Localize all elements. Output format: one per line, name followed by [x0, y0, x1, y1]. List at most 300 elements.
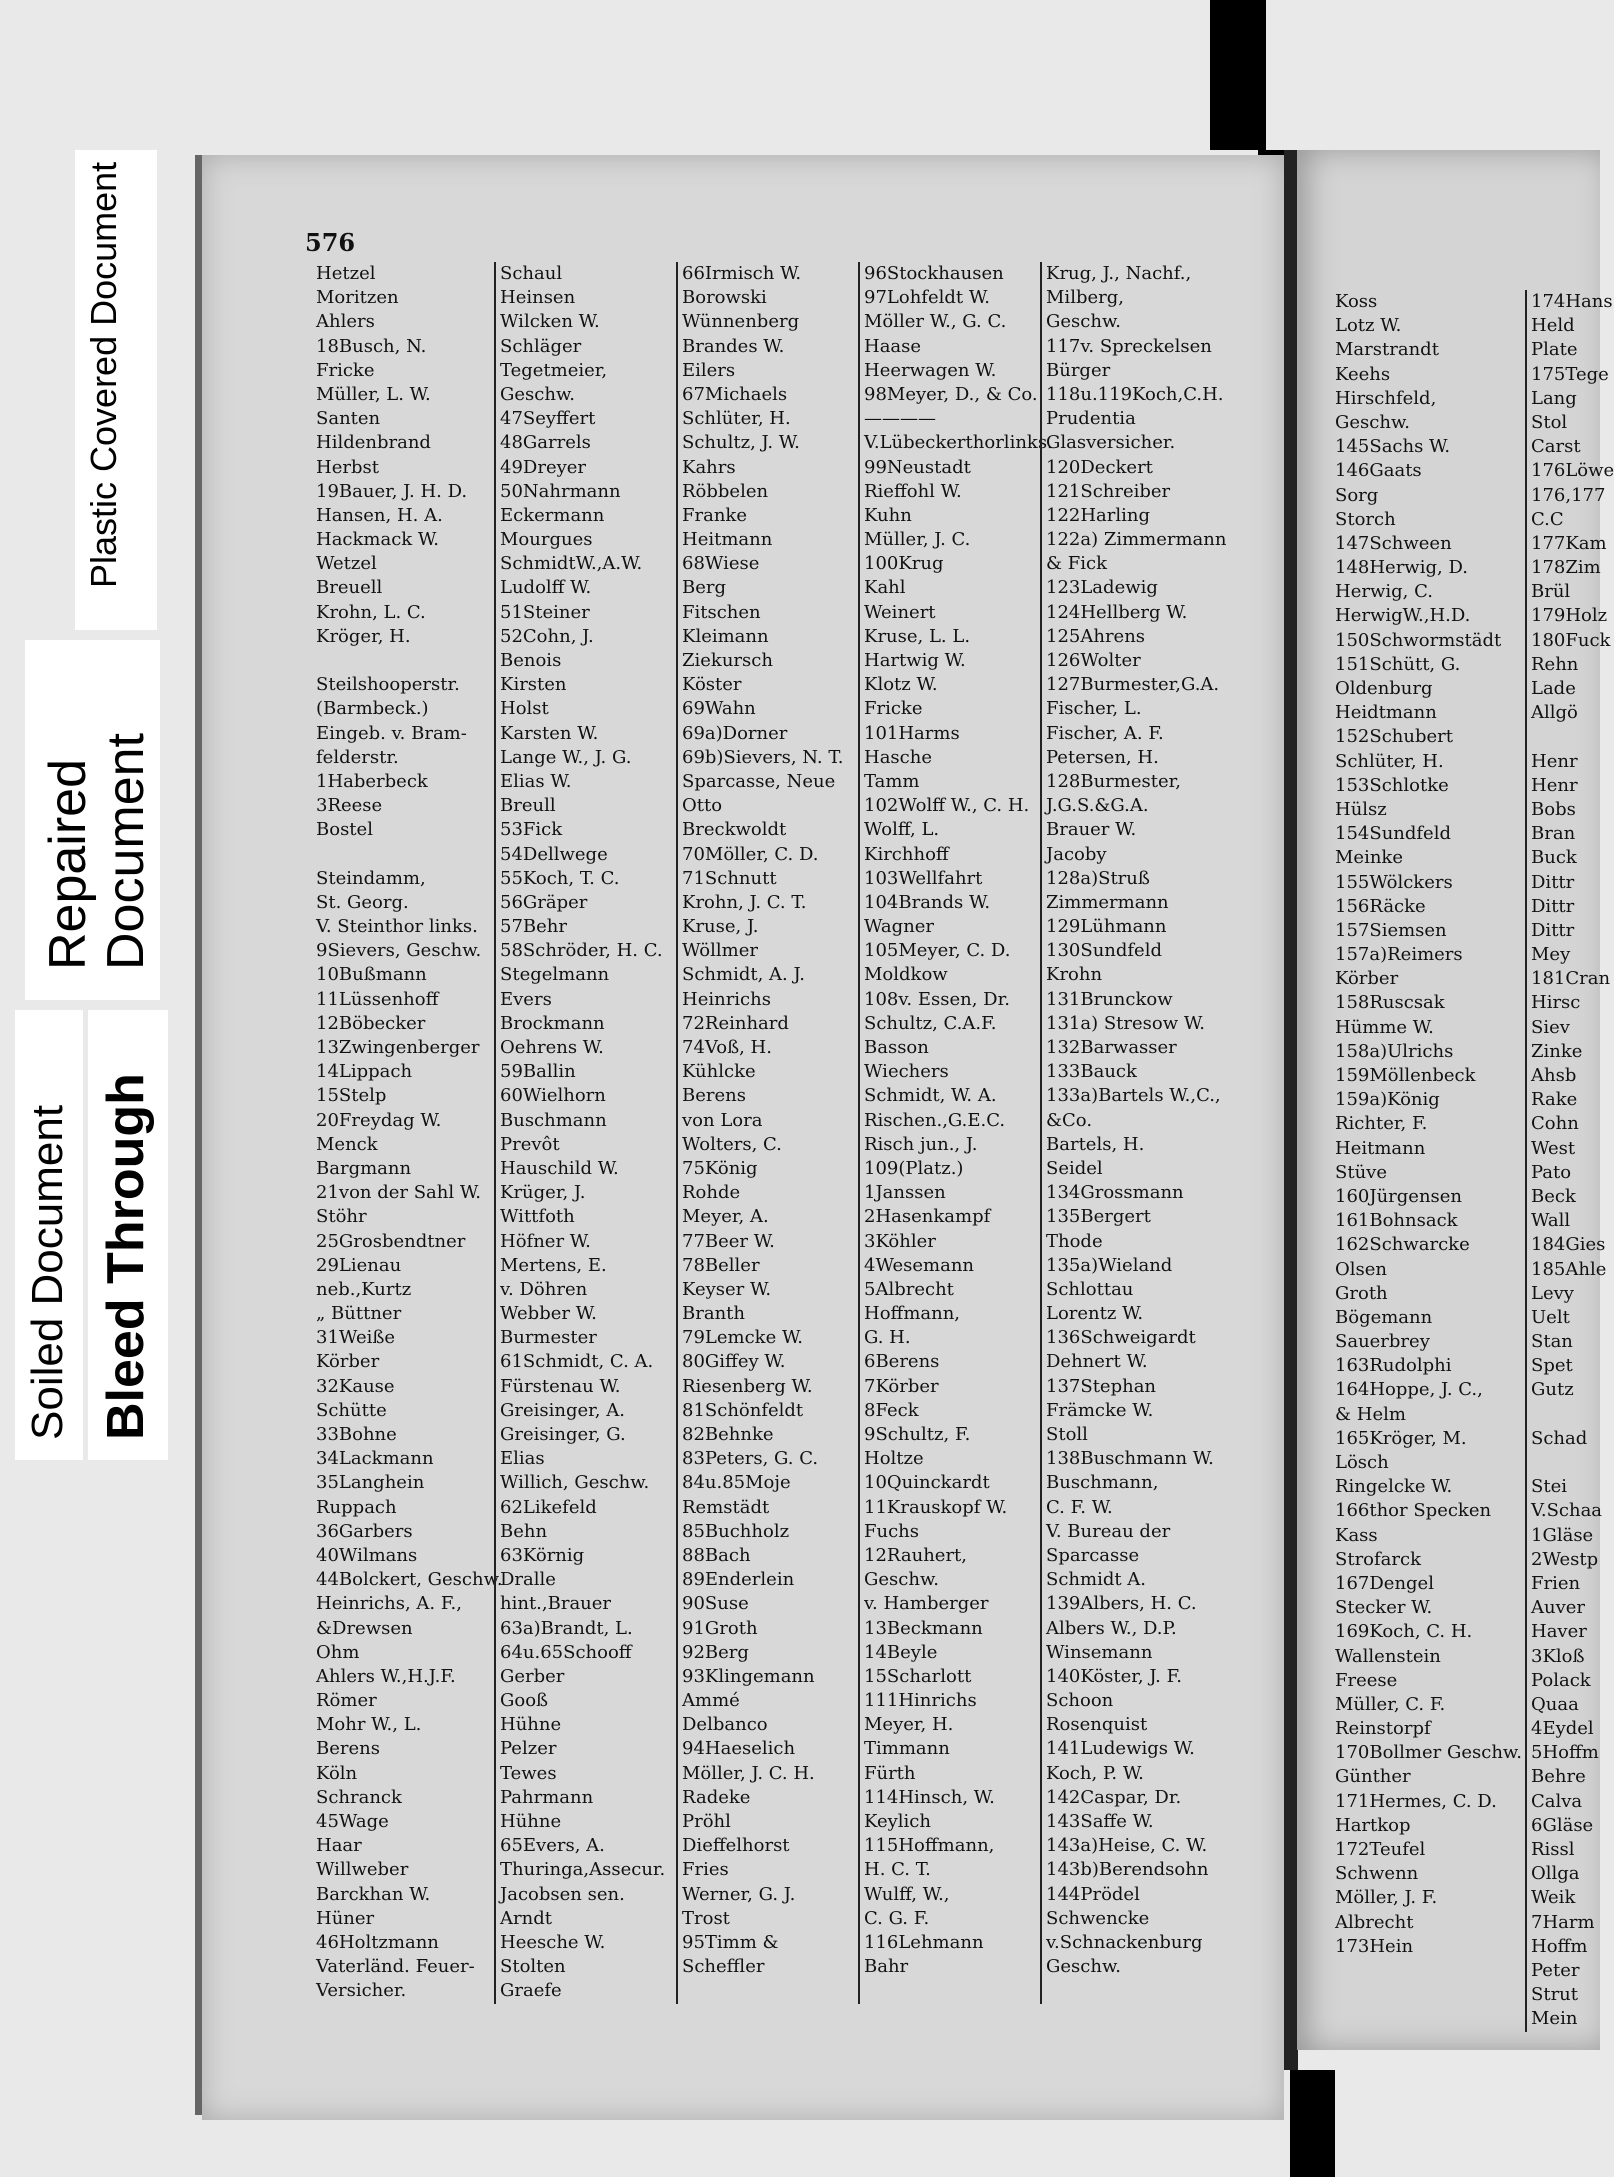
adjacent-entry: Quaa	[1531, 1693, 1579, 1715]
directory-entry: Ahlers W.,H.J.F.	[316, 1665, 456, 1687]
directory-columns	[312, 262, 1227, 2004]
directory-entry: 135Bergert	[1046, 1206, 1151, 1228]
directory-entry: 144Prödel	[1046, 1883, 1140, 1905]
directory-entry: 45Wage	[316, 1811, 389, 1832]
directory-entry: Mourgues	[500, 529, 593, 551]
adjacent-entry: HerwigW.,H.D.	[1335, 605, 1471, 627]
adjacent-entry: Plate	[1531, 339, 1578, 361]
directory-entry: 111Hinrichs	[864, 1690, 977, 1712]
directory-entry: 9Schultz, F.	[864, 1424, 971, 1445]
directory-entry: Möller W., G. C.	[864, 311, 1007, 333]
directory-entry: SchmidtW.,A.W.	[500, 553, 643, 575]
directory-entry: Borowski	[682, 287, 767, 309]
adjacent-entry: 179Holz	[1531, 605, 1608, 627]
directory-entry: Köster	[682, 674, 742, 696]
directory-entry: Schoon	[1046, 1690, 1114, 1712]
directory-entry: 136Schweigardt	[1046, 1327, 1196, 1349]
adjacent-entry: 160Jürgensen	[1335, 1185, 1463, 1207]
adjacent-entry: 1Gläse	[1531, 1524, 1594, 1546]
directory-entry: Arndt	[500, 1907, 552, 1929]
directory-entry: Brockmann	[500, 1012, 605, 1034]
directory-entry: 15Scharlott	[864, 1665, 972, 1687]
directory-entry: C. G. F.	[864, 1907, 930, 1929]
directory-entry: 69Wahn	[682, 698, 756, 720]
adjacent-entry: 157Siemsen	[1335, 919, 1447, 941]
directory-entry: Haar	[316, 1835, 362, 1857]
adjacent-entry: 156Räcke	[1335, 895, 1426, 917]
directory-entry: 131a) Stresow W.	[1046, 1012, 1205, 1034]
directory-entry: 4Wesemann	[864, 1254, 975, 1276]
directory-entry: 115Hoffmann,	[864, 1835, 995, 1857]
adjacent-entry: 3Kloß	[1531, 1645, 1585, 1667]
adjacent-entry: 159a)König	[1335, 1089, 1440, 1111]
adjacent-entry: Allgö	[1531, 702, 1578, 724]
directory-entry: Hetzel	[316, 263, 376, 284]
directory-entry: Tegetmeier,	[500, 359, 608, 381]
directory-entry: Bahr	[864, 1956, 909, 1978]
adjacent-entry: 148Herwig, D.	[1335, 557, 1468, 579]
column-1	[312, 262, 503, 2004]
directory-entry: 65Evers, A.	[500, 1835, 605, 1857]
directory-entry: 51Steiner	[500, 601, 590, 623]
adjacent-entry: 154Sundfeld	[1335, 823, 1451, 845]
directory-entry: Hauschild W.	[500, 1157, 619, 1179]
directory-entry: &Co.	[1046, 1109, 1093, 1131]
directory-entry: 52Cohn, J.	[500, 625, 594, 647]
directory-entry: Eilers	[682, 359, 736, 381]
directory-entry: &Drewsen	[316, 1617, 413, 1639]
directory-entry: Fischer, A. F.	[1046, 722, 1164, 744]
directory-entry: Pelzer	[500, 1738, 557, 1760]
directory-entry: Hühne	[500, 1811, 562, 1832]
directory-entry: Hoffmann,	[864, 1303, 961, 1325]
adjacent-entry: 167Dengel	[1335, 1572, 1434, 1594]
adjacent-entry: Richter, F.	[1335, 1113, 1428, 1135]
directory-entry: Geschw.	[500, 383, 575, 405]
directory-entry: Schlottau	[1046, 1278, 1134, 1300]
adjacent-entry: Siev	[1531, 1016, 1570, 1038]
adjacent-entry: Storch	[1335, 508, 1396, 530]
directory-entry: 2Hasenkampf	[864, 1206, 991, 1228]
adjacent-entry: Ringelcke W.	[1335, 1476, 1453, 1498]
directory-entry: 143Saffe W.	[1046, 1811, 1154, 1832]
label-repaired-box	[25, 640, 160, 1000]
directory-entry: 130Sundfeld	[1046, 940, 1162, 962]
directory-entry: Jacoby	[1046, 843, 1107, 865]
column-5	[1040, 262, 1227, 2004]
directory-entry: 116Lehmann	[864, 1931, 984, 1953]
adjacent-entry: 173Hein	[1335, 1935, 1414, 1957]
directory-entry: Klotz W.	[864, 674, 938, 696]
adjacent-entry: 177Kam	[1531, 532, 1607, 554]
adjacent-entry: 165Kröger, M.	[1335, 1427, 1467, 1449]
directory-entry: Hackmack W.	[316, 529, 440, 551]
directory-entry: Barckhan W.	[316, 1883, 431, 1905]
directory-entry: 72Reinhard	[682, 1012, 789, 1034]
label-soiled: Soiled Document	[23, 1104, 72, 1440]
directory-entry: Webber W.	[500, 1303, 597, 1325]
directory-entry: Risch jun., J.	[864, 1133, 978, 1155]
adjacent-entry: Haver	[1531, 1621, 1587, 1643]
directory-entry: Stöhr	[316, 1206, 367, 1228]
directory-entry: 19Bauer, J. H. D.	[316, 480, 468, 502]
directory-entry: Heinrichs, A. F.,	[316, 1593, 462, 1615]
adjacent-entry: 184Gies	[1531, 1234, 1606, 1256]
directory-entry: Keyser W.	[682, 1278, 772, 1300]
directory-entry: Wöllmer	[682, 940, 758, 962]
directory-entry: 84u.85Moje	[682, 1472, 791, 1494]
adjacent-entry: 163Rudolphi	[1335, 1355, 1452, 1377]
directory-entry: Brandes W.	[682, 335, 785, 357]
directory-entry: Versicher.	[316, 1980, 407, 2002]
directory-entry: Berens	[682, 1085, 746, 1107]
directory-entry: Müller, L. W.	[316, 383, 431, 405]
directory-entry: 8Feck	[864, 1399, 919, 1421]
adjacent-entry: Körber	[1335, 968, 1399, 990]
directory-entry: G. H.	[864, 1327, 911, 1349]
directory-entry: 58Schröder, H. C.	[500, 940, 663, 962]
directory-entry: 89Enderlein	[682, 1569, 795, 1591]
adjacent-entry: 164Hoppe, J. C.,	[1335, 1379, 1483, 1401]
directory-entry: 35Langhein	[316, 1472, 425, 1494]
label-repaired: Repaired Document	[39, 733, 155, 970]
directory-entry: Radeke	[682, 1786, 751, 1808]
directory-entry: neb.,Kurtz	[316, 1278, 412, 1300]
directory-entry: 68Wiese	[682, 553, 760, 575]
directory-entry: Wagner	[864, 916, 935, 938]
directory-entry: Trost	[682, 1907, 730, 1929]
directory-entry: Heerwagen W.	[864, 359, 997, 381]
directory-entry: Tamm	[864, 770, 920, 792]
directory-entry: Behn	[500, 1520, 548, 1542]
directory-entry: Haase	[864, 335, 922, 357]
directory-entry: 117v. Spreckelsen	[1046, 335, 1212, 357]
adjacent-entry: Strut	[1531, 1984, 1578, 2006]
adjacent-entry: 172Teufel	[1335, 1839, 1426, 1860]
adjacent-entry: 155Wölckers	[1335, 871, 1453, 893]
directory-entry: 54Dellwege	[500, 843, 608, 865]
directory-entry: Wiechers	[864, 1061, 949, 1083]
page-number: 576	[305, 228, 356, 257]
directory-entry: 55Koch, T. C.	[500, 867, 620, 889]
directory-entry: Kahl	[864, 577, 906, 599]
directory-entry: Berens	[316, 1738, 380, 1760]
adjacent-entry: Dittr	[1531, 871, 1575, 893]
adjacent-entry: Henr	[1531, 750, 1578, 772]
directory-entry: Buschmann,	[1046, 1472, 1159, 1494]
directory-entry: Moldkow	[864, 964, 948, 986]
directory-entry: Branth	[682, 1303, 745, 1325]
directory-entry: 124Hellberg W.	[1046, 601, 1188, 623]
directory-entry: 91Groth	[682, 1617, 758, 1639]
directory-entry: Krug, J., Nachf.,	[1046, 263, 1192, 284]
directory-entry: Fricke	[316, 359, 375, 381]
adjacent-entry: 169Koch, C. H.	[1335, 1621, 1473, 1643]
directory-entry: 143b)Berendsohn	[1046, 1859, 1209, 1881]
directory-entry: 120Deckert	[1046, 456, 1153, 478]
directory-entry: Menck	[316, 1133, 378, 1155]
directory-entry: Kuhn	[864, 504, 912, 526]
adjacent-entry	[1531, 1451, 1606, 1475]
adjacent-entry: Lösch	[1335, 1452, 1389, 1473]
adjacent-entry: Schwenn	[1335, 1863, 1419, 1885]
adjacent-entry: 150Schwormstädt	[1335, 629, 1502, 651]
directory-entry: C. F. W.	[1046, 1496, 1113, 1518]
adjacent-entry: Bögemann	[1335, 1306, 1433, 1328]
directory-entry: Winsemann	[1046, 1641, 1153, 1663]
directory-entry: 135a)Wieland	[1046, 1254, 1173, 1276]
directory-entry: 81Schönfeldt	[682, 1399, 804, 1421]
directory-entry: Bürger	[1046, 359, 1111, 381]
adjacent-entry: Rehn	[1531, 653, 1579, 675]
adjacent-entry: C.C	[1531, 508, 1564, 530]
directory-entry: Körber	[316, 1351, 380, 1373]
adjacent-entry: Oldenburg	[1335, 678, 1433, 699]
directory-entry: Sparcasse, Neue	[682, 770, 836, 792]
adjacent-entry: Stüve	[1335, 1161, 1387, 1183]
directory-entry: 133a)Bartels W.,C.,	[1046, 1085, 1221, 1107]
adjacent-entry: Polack	[1531, 1669, 1591, 1691]
directory-entry: 74Voß, H.	[682, 1037, 772, 1058]
directory-entry: Geschw.	[1046, 311, 1121, 333]
adjacent-entry: Behre	[1531, 1766, 1586, 1788]
directory-entry: 14Beyle	[864, 1641, 938, 1663]
directory-entry: 66Irmisch W.	[682, 263, 802, 284]
directory-entry: Graefe	[500, 1980, 562, 2002]
directory-entry: 131Brunckow	[1046, 988, 1173, 1010]
adjacent-entry: Lotz W.	[1335, 315, 1402, 337]
directory-entry: Mertens, E.	[500, 1254, 607, 1276]
book-spine	[1284, 150, 1298, 2070]
directory-entry: 128Burmester,	[1046, 770, 1181, 792]
directory-entry: Wetzel	[316, 553, 377, 575]
adjacent-entry: Wall	[1531, 1210, 1571, 1232]
adjacent-entry: Herwig, C.	[1335, 581, 1433, 603]
directory-entry: 3Köhler	[864, 1230, 936, 1252]
directory-entry: v. Hamberger	[864, 1593, 989, 1615]
directory-entry: 1Janssen	[864, 1182, 946, 1204]
adjacent-entry: Gutz	[1531, 1379, 1574, 1401]
directory-entry: Schwencke	[1046, 1907, 1150, 1929]
directory-entry: Krohn, L. C.	[316, 601, 426, 623]
directory-entry: Basson	[864, 1037, 929, 1058]
directory-entry: Dralle	[500, 1569, 556, 1591]
directory-entry: Stegelmann	[500, 964, 610, 986]
column-4	[858, 262, 1053, 2004]
directory-entry: 69a)Dorner	[682, 722, 788, 744]
directory-entry: 95Timm &	[682, 1931, 779, 1953]
adjacent-entry: Groth	[1335, 1282, 1388, 1304]
directory-entry: Mohr W., L.	[316, 1714, 422, 1736]
directory-entry: Krüger, J.	[500, 1182, 586, 1204]
directory-entry: 5Albrecht	[864, 1278, 954, 1300]
directory-entry: Ammé	[682, 1690, 740, 1712]
directory-entry: 31Weiße	[316, 1327, 396, 1349]
adjacent-entry: 185Ahle	[1531, 1258, 1607, 1280]
adjacent-entry: Hülsz	[1335, 798, 1387, 820]
adjacent-entry: Kass	[1335, 1524, 1378, 1546]
directory-entry: Wilcken W.	[500, 311, 600, 333]
adjacent-page-columns	[1335, 290, 1614, 2032]
directory-entry: Ohm	[316, 1641, 360, 1663]
directory-entry: 29Lienau	[316, 1254, 402, 1276]
directory-entry: felderstr.	[316, 746, 399, 768]
directory-entry: 108v. Essen, Dr.	[864, 988, 1010, 1010]
directory-entry: 71Schnutt	[682, 867, 777, 889]
directory-entry: 109(Platz.)	[864, 1157, 964, 1179]
adjacent-entry: 180Fuck	[1531, 629, 1611, 651]
directory-entry: Gerber	[500, 1665, 565, 1687]
directory-entry: Rohde	[682, 1182, 741, 1204]
directory-entry: Werner, G. J.	[682, 1883, 796, 1905]
directory-entry: Heitmann	[682, 529, 773, 551]
directory-entry: 83Peters, G. C.	[682, 1448, 819, 1470]
adjacent-entry: 153Schlotke	[1335, 774, 1449, 796]
directory-entry: Hansen, H. A.	[316, 504, 443, 526]
directory-entry: Brauer W.	[1046, 819, 1137, 841]
adjacent-entry: Keehs	[1335, 363, 1391, 385]
adjacent-entry: Pato	[1531, 1161, 1572, 1183]
directory-entry: 96Stockhausen	[864, 263, 1004, 284]
directory-entry: V. Bureau der	[1046, 1520, 1171, 1542]
directory-entry: Tewes	[500, 1762, 557, 1784]
directory-entry: Evers	[500, 988, 552, 1010]
directory-entry: Rischen.,G.E.C.	[864, 1109, 1006, 1131]
directory-entry: 69b)Sievers, N. T.	[682, 746, 844, 768]
directory-entry: 122Harling	[1046, 504, 1151, 526]
directory-entry: 64u.65Schooff	[500, 1641, 632, 1663]
directory-entry: 142Caspar, Dr.	[1046, 1786, 1182, 1808]
adjacent-entry: Cohn	[1531, 1113, 1579, 1135]
adjacent-entry: Schlüter, H.	[1335, 750, 1444, 772]
directory-entry: Rosenquist	[1046, 1714, 1148, 1736]
label-soiled-box	[15, 1010, 83, 1460]
directory-entry: Höfner W.	[500, 1230, 591, 1252]
directory-entry: 11Lüssenhoff	[316, 988, 439, 1010]
directory-entry: 18Busch, N.	[316, 335, 427, 357]
directory-entry: Gooß	[500, 1690, 549, 1712]
directory-entry: 79Lemcke W.	[682, 1327, 804, 1349]
directory-entry: 127Burmester,G.A.	[1046, 674, 1220, 696]
adjacent-entry: Möller, J. F.	[1335, 1887, 1438, 1909]
directory-entry: Seidel	[1046, 1157, 1103, 1179]
directory-entry: Schlüter, H.	[682, 408, 791, 430]
adjacent-entry: Stecker W.	[1335, 1597, 1433, 1619]
directory-entry: Hühne	[500, 1714, 562, 1736]
adjacent-entry: Müller, C. F.	[1335, 1693, 1446, 1715]
directory-entry: 59Ballin	[500, 1061, 576, 1083]
directory-entry: Kahrs	[682, 456, 736, 478]
directory-entry: Benois	[500, 650, 562, 671]
directory-entry: 15Stelp	[316, 1085, 387, 1107]
directory-entry: Buschmann	[500, 1109, 607, 1131]
directory-entry: hint.,Brauer	[500, 1593, 612, 1615]
directory-entry: Thode	[1046, 1230, 1103, 1252]
adjacent-entry: Spet	[1531, 1355, 1573, 1377]
adjacent-entry: Meinke	[1335, 847, 1403, 869]
directory-entry: 3Reese	[316, 795, 383, 817]
directory-entry: Hüner	[316, 1907, 375, 1929]
directory-entry: 134Grossmann	[1046, 1182, 1184, 1204]
directory-entry: Bargmann	[316, 1157, 412, 1179]
directory-entry: Dieffelhorst	[682, 1835, 790, 1857]
adjacent-entry: 7Harm	[1531, 1911, 1595, 1933]
directory-entry: Glasversicher.	[1046, 432, 1176, 454]
adjacent-entry: Wallenstein	[1335, 1645, 1441, 1667]
directory-entry: 77Beer W.	[682, 1230, 775, 1252]
adjacent-entry: 152Schubert	[1335, 726, 1453, 748]
directory-entry: 34Lackmann	[316, 1448, 434, 1470]
directory-entry: 10Bußmann	[316, 964, 427, 986]
directory-entry: Willich, Geschw.	[500, 1472, 650, 1494]
directory-entry: 129Lühmann	[1046, 916, 1167, 938]
directory-entry: Greisinger, A.	[500, 1399, 625, 1421]
adjacent-entry: & Helm	[1335, 1403, 1406, 1425]
adjacent-entry: 4Eydel	[1531, 1718, 1594, 1740]
adjacent-entry: Heidtmann	[1335, 702, 1437, 724]
directory-entry: Milberg,	[1046, 287, 1124, 309]
directory-entry: Meyer, A.	[682, 1206, 769, 1228]
directory-entry: Fürstenau W.	[500, 1375, 621, 1397]
adjacent-entry: Reinstorpf	[1335, 1718, 1431, 1740]
directory-entry: Främcke W.	[1046, 1399, 1154, 1421]
directory-entry: St. Georg.	[316, 891, 409, 913]
adjacent-entry	[1531, 1403, 1606, 1427]
directory-entry: Willweber	[316, 1859, 409, 1881]
directory-entry: 50Nahrmann	[500, 480, 621, 502]
adjacent-entry: Strofarck	[1335, 1548, 1421, 1570]
directory-entry: 33Bohne	[316, 1424, 397, 1445]
directory-entry: Geschw.	[1046, 1956, 1121, 1978]
directory-entry: 122a) Zimmermann	[1046, 529, 1227, 551]
directory-entry: 12Rauhert,	[864, 1544, 967, 1566]
directory-entry: Burmester	[500, 1327, 597, 1349]
directory-entry	[316, 843, 494, 867]
directory-entry: Heinsen	[500, 287, 576, 309]
label-bleed: Bleed Through	[97, 1073, 155, 1440]
binder-clip-top	[1210, 0, 1266, 150]
directory-entry: Bostel	[316, 819, 373, 841]
directory-entry: 102Wolff W., C. H.	[864, 795, 1030, 817]
directory-entry: 9Sievers, Geschw.	[316, 940, 482, 962]
adjacent-entry: Auver	[1531, 1597, 1586, 1619]
directory-entry: von Lora	[682, 1109, 763, 1131]
directory-entry: 100Krug	[864, 553, 944, 575]
directory-entry: 125Ahrens	[1046, 625, 1146, 647]
directory-entry: 137Stephan	[1046, 1375, 1157, 1397]
directory-entry: 103Wellfahrt	[864, 867, 983, 889]
directory-entry: 36Garbers	[316, 1520, 413, 1542]
directory-entry: Petersen, H.	[1046, 746, 1159, 768]
adjacent-entry: Marstrandt	[1335, 339, 1439, 361]
directory-entry: Römer	[316, 1690, 377, 1712]
directory-entry: Breuell	[316, 577, 383, 599]
directory-entry: Herbst	[316, 456, 379, 478]
directory-entry: Geschw.	[864, 1569, 939, 1591]
directory-entry: Müller, J. C.	[864, 529, 971, 551]
directory-entry: Fitschen	[682, 601, 761, 623]
directory-entry: Schütte	[316, 1399, 387, 1421]
adjacent-entry: Ahsb	[1531, 1065, 1577, 1086]
directory-entry: 82Behnke	[682, 1424, 774, 1445]
directory-entry: 94Haeselich	[682, 1738, 796, 1760]
adjacent-entry: Henr	[1531, 774, 1578, 796]
directory-entry: 97Lohfeldt W.	[864, 287, 990, 309]
directory-entry: 132Barwasser	[1046, 1037, 1177, 1058]
directory-entry: 80Giffey W.	[682, 1351, 786, 1373]
adjacent-entry: Held	[1531, 315, 1575, 337]
directory-entry: Thuringa,Assecur.	[500, 1859, 666, 1881]
